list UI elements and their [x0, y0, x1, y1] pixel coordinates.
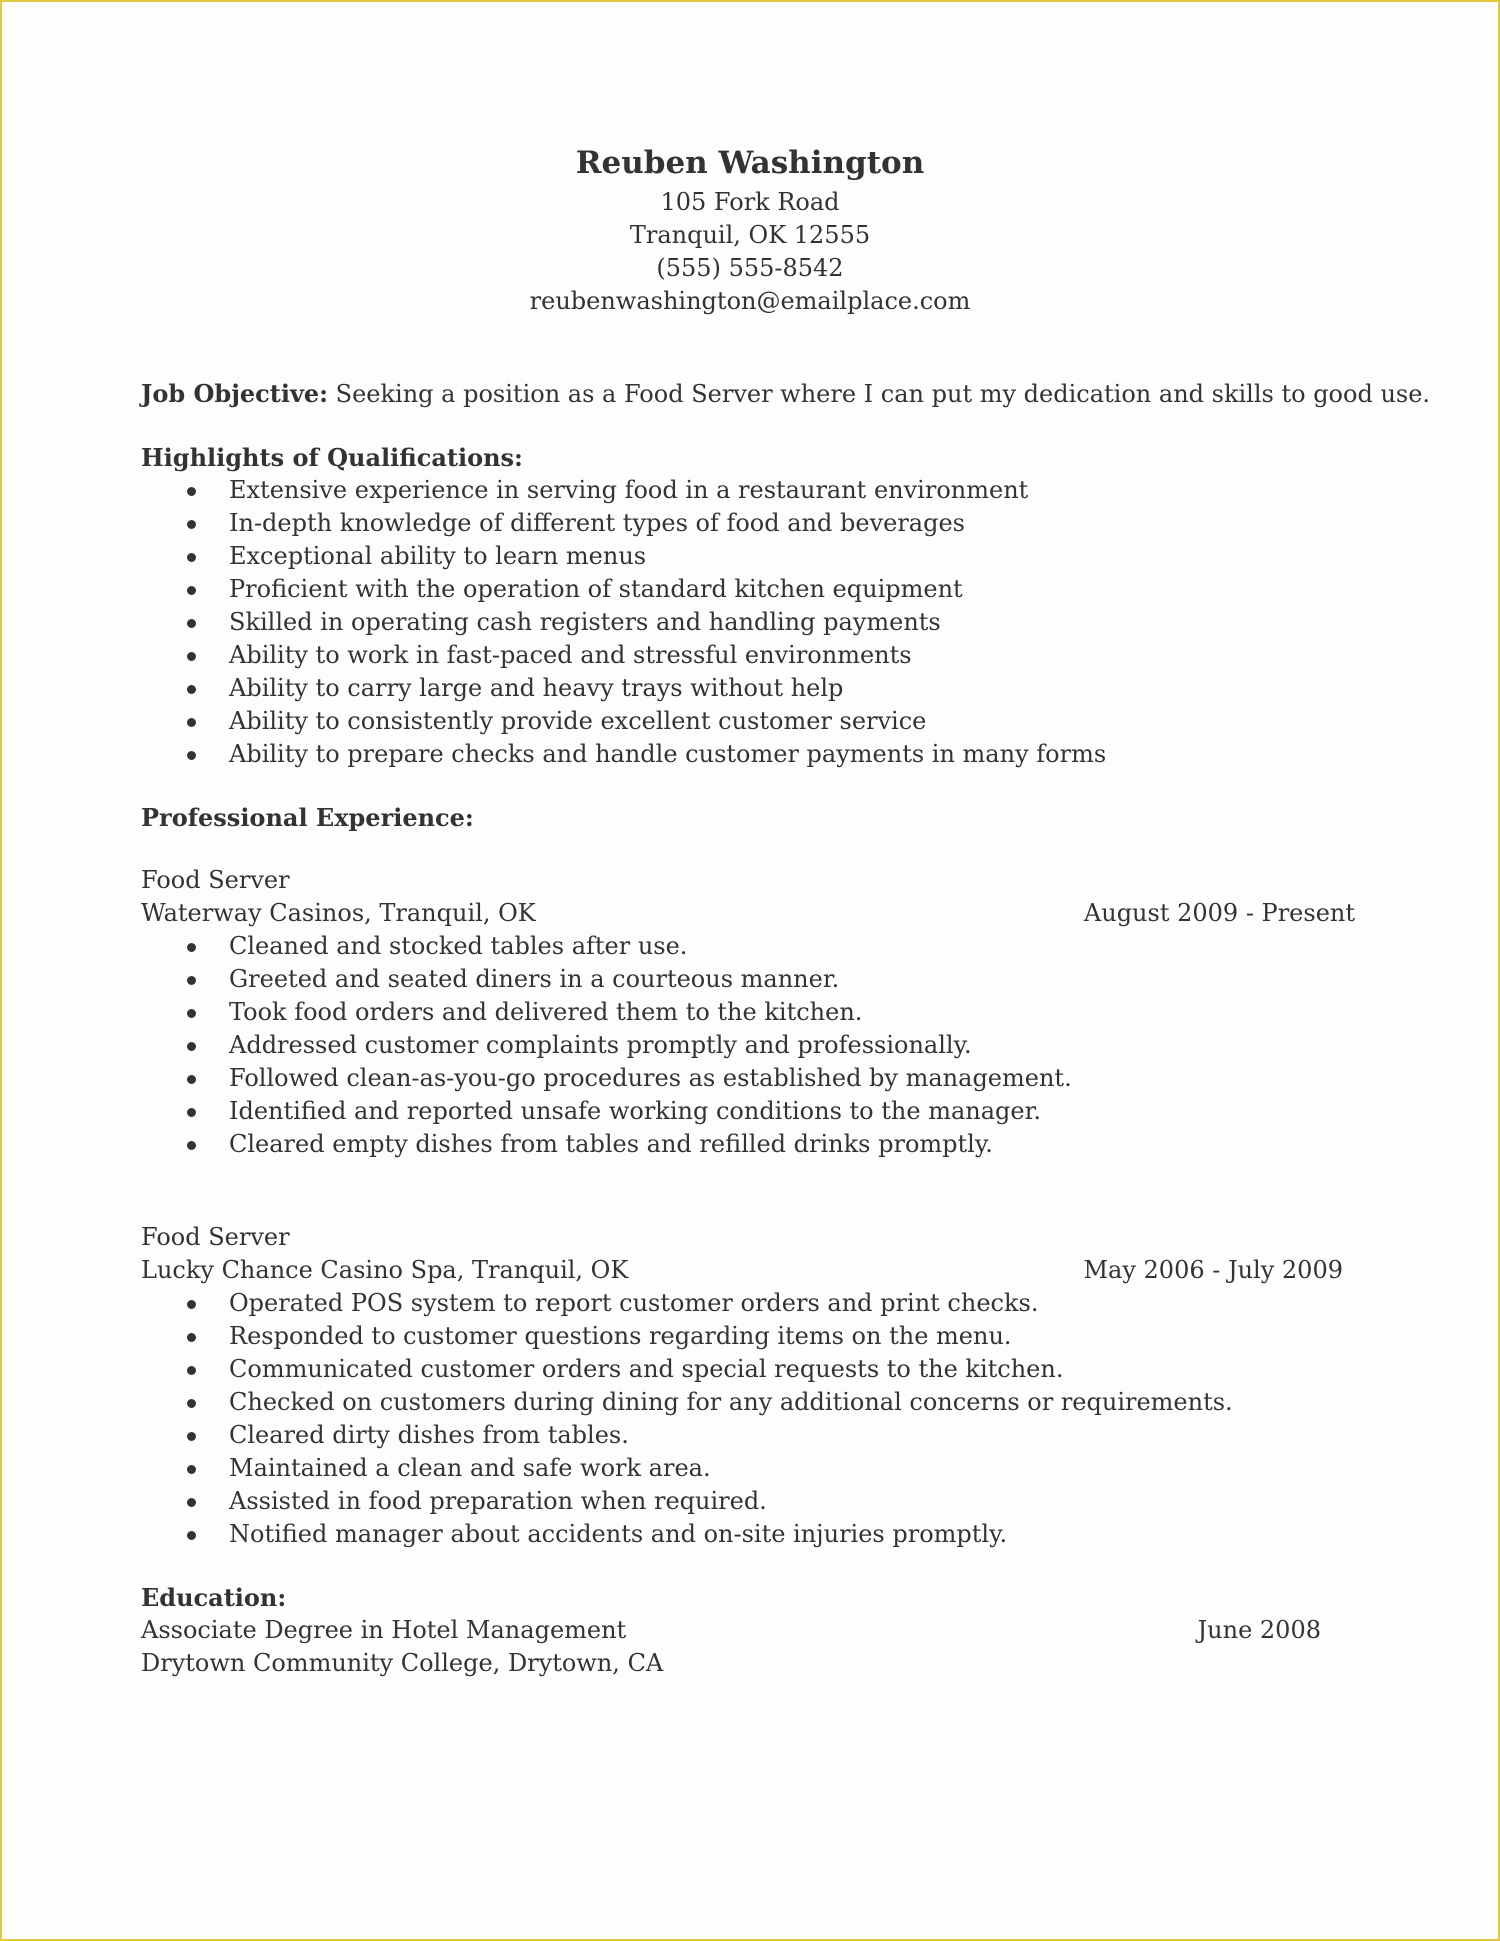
- bullet-icon: [187, 652, 196, 661]
- list-item: Identified and reported unsafe working conditions to the manager.: [141, 1095, 1361, 1128]
- list-item: Skilled in operating cash registers and handling payments: [141, 606, 1361, 639]
- list-item: Ability to work in fast-paced and stressful environments: [141, 639, 1361, 672]
- list-item: Maintained a clean and safe work area.: [141, 1452, 1361, 1485]
- job-employer-row: [141, 897, 1361, 930]
- list-item: Cleared dirty dishes from tables.: [141, 1419, 1361, 1452]
- list-item: Cleared empty dishes from tables and refilled drinks promptly.: [141, 1128, 1361, 1161]
- bullet-icon: [187, 619, 196, 628]
- list-item: Proficient with the operation of standard kitchen equipment: [141, 573, 1361, 606]
- list-item: Took food orders and delivered them to the kitchen.: [141, 996, 1361, 1029]
- job-entry: [141, 864, 1361, 1161]
- education-degree: Associate Degree in Hotel Management: [141, 1616, 627, 1644]
- bullet-icon: [187, 487, 196, 496]
- job-dates: May 2006 - July 2009: [1083, 1256, 1343, 1284]
- bullet-icon: [187, 1333, 196, 1342]
- bullet-icon: [187, 1300, 196, 1309]
- education-section: [141, 1581, 1361, 1680]
- job-objective-label: Job Objective:: [141, 379, 329, 408]
- highlights-heading: Highlights of Qualifications:: [141, 443, 523, 472]
- list-item: Checked on customers during dining for any additional concerns or requirements.: [141, 1386, 1361, 1419]
- bullet-icon: [187, 718, 196, 727]
- list-item: Addressed customer complaints promptly and professionally.: [141, 1029, 1361, 1062]
- job-duties-list: [141, 1287, 1361, 1551]
- list-item: Operated POS system to report customer orders and print checks.: [141, 1287, 1361, 1320]
- bullet-icon: [187, 1141, 196, 1150]
- job-objective-text: Seeking a position as a Food Server where I can put my dedication and skills to good use.: [328, 380, 1431, 408]
- job-duties-list: [141, 930, 1361, 1161]
- job-objective: [141, 377, 1431, 411]
- experience-section: [141, 801, 1361, 1551]
- bullet-icon: [187, 1042, 196, 1051]
- education-school: Drytown Community College, Drytown, CA: [141, 1649, 664, 1677]
- list-item: In-depth knowledge of different types of food and beverages: [141, 507, 1361, 540]
- applicant-name: Reuben Washington: [575, 145, 925, 181]
- bullet-icon: [187, 751, 196, 760]
- education-heading: Education:: [141, 1583, 287, 1612]
- bullet-icon: [187, 976, 196, 985]
- list-item: Assisted in food preparation when required.: [141, 1485, 1361, 1518]
- bullet-icon: [187, 1108, 196, 1117]
- bullet-icon: [187, 1432, 196, 1441]
- list-item: Cleaned and stocked tables after use.: [141, 930, 1361, 963]
- list-item: Responded to customer questions regarding items on the menu.: [141, 1320, 1361, 1353]
- list-item: Ability to prepare checks and handle customer payments in many forms: [141, 738, 1361, 771]
- list-item: Greeted and seated diners in a courteous manner.: [141, 963, 1361, 996]
- bullet-icon: [187, 1366, 196, 1375]
- bullet-icon: [187, 1075, 196, 1084]
- email-address: reubenwashington@emailplace.com: [529, 287, 971, 315]
- job-employer: Lucky Chance Casino Spa, Tranquil, OK: [141, 1256, 629, 1284]
- list-item: Extensive experience in serving food in a restaurant environment: [141, 474, 1361, 507]
- job-dates: August 2009 - Present: [1083, 899, 1355, 927]
- job-entry: [141, 1221, 1361, 1551]
- resume-header: [2, 140, 1498, 318]
- bullet-icon: [187, 553, 196, 562]
- job-employer: Waterway Casinos, Tranquil, OK: [141, 899, 536, 927]
- resume-body: [141, 377, 1431, 1680]
- bullet-icon: [187, 520, 196, 529]
- experience-heading: Professional Experience:: [141, 803, 474, 832]
- address-line-2: Tranquil, OK 12555: [629, 221, 871, 249]
- list-item: Ability to carry large and heavy trays without help: [141, 672, 1361, 705]
- list-item: Notified manager about accidents and on-site injuries promptly.: [141, 1518, 1361, 1551]
- phone-number: (555) 555-8542: [656, 254, 844, 282]
- bullet-icon: [187, 1465, 196, 1474]
- education-degree-row: [141, 1614, 1361, 1647]
- bullet-icon: [187, 685, 196, 694]
- job-title: Food Server: [141, 866, 290, 894]
- highlights-section: [141, 441, 1361, 771]
- bullet-icon: [187, 586, 196, 595]
- bullet-icon: [187, 1009, 196, 1018]
- list-item: Ability to consistently provide excellent customer service: [141, 705, 1361, 738]
- list-item: Followed clean-as-you-go procedures as established by management.: [141, 1062, 1361, 1095]
- job-title: Food Server: [141, 1223, 290, 1251]
- bullet-icon: [187, 943, 196, 952]
- bullet-icon: [187, 1399, 196, 1408]
- bullet-icon: [187, 1498, 196, 1507]
- highlights-list: [141, 474, 1361, 771]
- list-item: Communicated customer orders and special requests to the kitchen.: [141, 1353, 1361, 1386]
- address-line-1: 105 Fork Road: [660, 188, 840, 216]
- list-item: Exceptional ability to learn menus: [141, 540, 1361, 573]
- education-date: June 2008: [1197, 1616, 1321, 1644]
- bullet-icon: [187, 1531, 196, 1540]
- job-employer-row: [141, 1254, 1361, 1287]
